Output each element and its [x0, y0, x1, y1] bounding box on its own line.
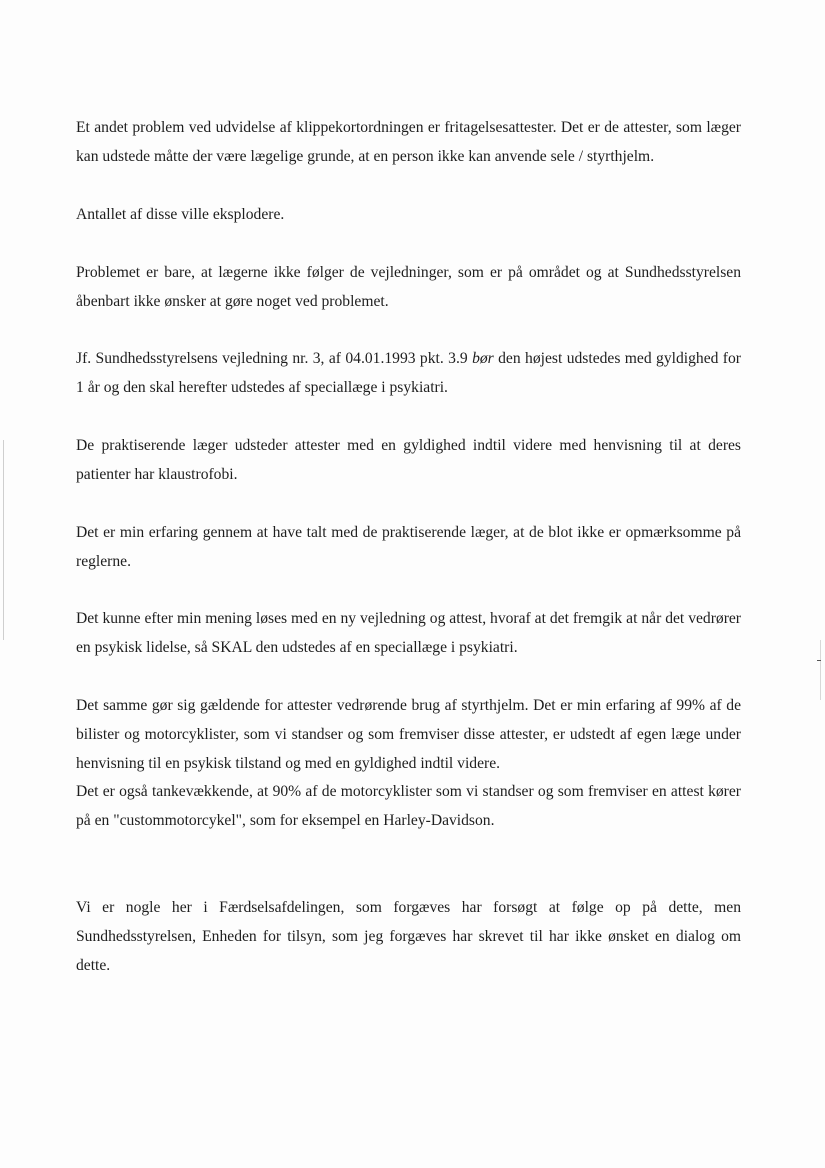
guidance-text-before: Jf. Sundhedsstyrelsens vejledning nr. 3, af 04.01.1993 pkt. 3.9: [76, 350, 473, 367]
scan-edge-tick: [817, 660, 821, 661]
paragraph-helmet-certificates: Det samme gør sig gældende for attester vedrørende brug af styrthjelm. Det er min erfaring af 99% af de bilister og motorcyklister, som vi standser og som fremviser disse attester, er udstedt af egen læge under henvisning til en psykisk tilstand og med en gyldighed indtil videre.: [76, 697, 741, 772]
paragraph-no-dialogue: Vi er nogle her i Færdselsafdelingen, som forgæves har forsøgt at følge op på dette, men Sundhedsstyrelsen, Enheden for tilsyn, som jeg forgæves har skrevet til har ikke ønsket en dialog om dette.: [76, 899, 741, 974]
paragraph-exemption-certificates: Et andet problem ved udvidelse af klippekortordningen er fritagelsesattester. Det er de attester, som læger kan udstede måtte der være lægelige grunde, at en person ikke kan anvende sele / styrthjelm.: [76, 119, 741, 165]
paragraph-experience-with-doctors: Det er min erfaring gennem at have talt med de praktiserende læger, at de blot ikke er opmærksomme på reglerne.: [76, 524, 741, 570]
scan-edge-mark: [3, 440, 4, 640]
scan-edge-mark: [820, 640, 821, 700]
paragraph-claustrophobia: De praktiserende læger udsteder attester med en gyldighed indtil videre med henvisning til at deres patienter har klaustrofobi.: [76, 437, 741, 483]
paragraph-proposed-solution: Det kunne efter min mening løses med en ny vejledning og attest, hvoraf at det fremgik at når det vedrører en psykisk lidelse, så SKAL den udstedes af en speciallæge i psykiatri.: [76, 610, 741, 656]
paragraph-guidance-reference: [76, 344, 741, 402]
paragraph-number-would-explode: Antallet af disse ville eksplodere.: [76, 206, 285, 223]
guidance-emphasis: bør: [472, 350, 494, 367]
paragraph-custom-motorcycles: Det er også tankevækkende, at 90% af de motorcyklister som vi standser og som fremviser en attest kører på en "custommotorcykel", som for eksempel en Harley-Davidson.: [76, 783, 741, 829]
guidance-text-after: den højest udstedes med gyldighed for 1 år og den skal herefter udstedes af speciallæge i psykiatri.: [76, 350, 741, 396]
paragraph-doctors-not-following-guidance: Problemet er bare, at lægerne ikke følger de vejledninger, som er på området og at Sundhedsstyrelsen åbenbart ikke ønsker at gøre noget ved problemet.: [76, 264, 741, 310]
